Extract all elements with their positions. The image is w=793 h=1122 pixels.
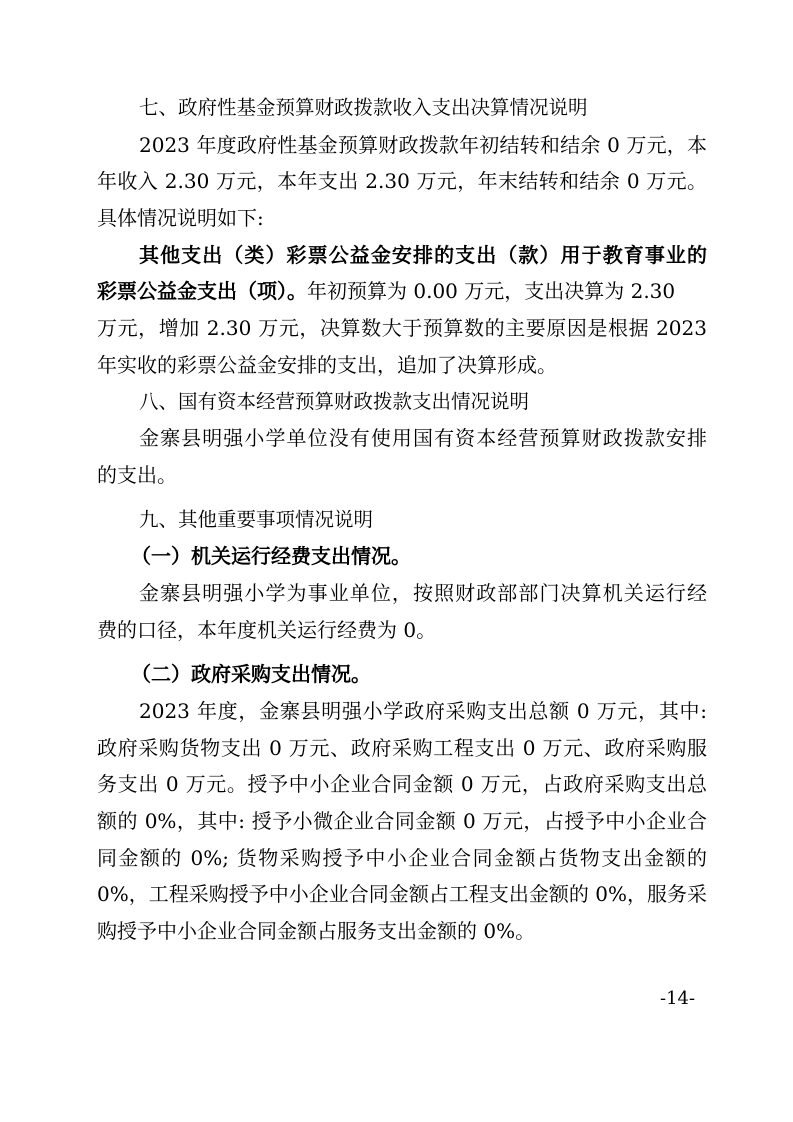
section-8-heading: 八、国有资本经营预算财政拨款支出情况说明: [139, 389, 530, 413]
section-7-heading: 七、政府性基金预算财政拨款收入支出决算情况说明: [139, 96, 588, 119]
paragraph-line: 务支出 0 万元。授予中小企业合同金额 0 万元，占政府采购支出总: [97, 772, 707, 797]
page-number: -14-: [660, 988, 696, 1009]
paragraph-line: 额的 0%，其中: 授予小微企业合同金额 0 万元，占授予中小企业合: [97, 809, 707, 834]
paragraph-line: [97, 273, 707, 310]
paragraph-line: 金寨县明强小学为事业单位，按照财政部部门决算机关运行经: [139, 580, 707, 605]
bold-item-title-end: 彩票公益金支出（项）。: [97, 279, 307, 304]
paragraph-line: 0%，工程采购授予中小企业合同金额占工程支出金额的 0%，服务采: [97, 882, 707, 907]
subsection-1-title: （一）机关运行经费支出情况。: [131, 544, 411, 569]
bold-item-title: 其他支出（类）彩票公益金安排的支出（款）用于教育事业的: [139, 242, 707, 267]
paragraph-line: 同金额的 0%; 货物采购授予中小企业合同金额占货物支出金额的: [97, 845, 707, 870]
paragraph-line: 2023 年度，金寨县明强小学政府采购支出总额 0 万元，其中:: [139, 699, 707, 723]
paragraph-line: 年收入 2.30 万元，本年支出 2.30 万元，年末结转和结余 0 万元。: [97, 169, 707, 194]
page-body: [97, 90, 707, 950]
paragraph-line: 购授予中小企业合同金额占服务支出金额的 0%。: [97, 919, 536, 944]
paragraph-line: 万元，增加 2.30 万元，决算数大于预算数的主要原因是根据 2023: [97, 316, 707, 341]
section-9-heading: 九、其他重要事项情况说明: [139, 507, 374, 531]
paragraph-line: 金寨县明强小学单位没有使用国有资本经营预算财政拨款安排: [139, 426, 707, 451]
paragraph-line: 费的口径，本年度机关运行经费为 0。: [97, 617, 437, 642]
paragraph-line: 年实收的彩票公益金安排的支出，追加了决算形成。: [97, 352, 557, 377]
paragraph-line: 2023 年度政府性基金预算财政拨款年初结转和结余 0 万元，本: [139, 132, 707, 157]
paragraph-line: 的支出。: [97, 462, 177, 487]
paragraph-line: 政府采购货物支出 0 万元、政府采购工程支出 0 万元、政府采购服: [97, 735, 707, 760]
paragraph-line: 具体情况说明如下:: [97, 206, 264, 231]
subsection-2-title: （二）政府采购支出情况。: [131, 662, 371, 687]
paragraph-text: 年初预算为 0.00 万元，支出决算为 2.30: [307, 279, 676, 304]
